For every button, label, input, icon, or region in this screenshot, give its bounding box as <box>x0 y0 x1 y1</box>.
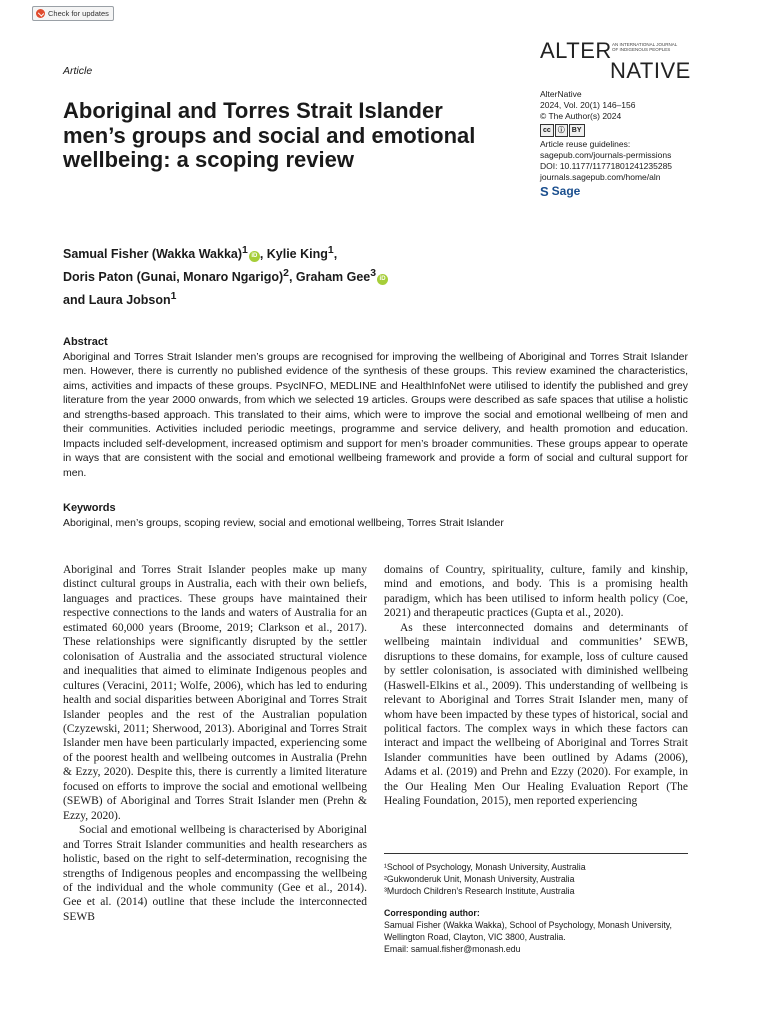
author-line-2 <box>63 264 493 287</box>
affiliation-sup: 3 <box>370 268 377 280</box>
sage-icon: S <box>540 184 549 199</box>
affiliation: ³Murdoch Children’s Research Institute, Australia <box>384 886 575 896</box>
body-column-right <box>384 563 688 809</box>
check-updates-label: Check for updates <box>48 9 109 18</box>
journal-info <box>540 89 705 197</box>
orcid-icon[interactable]: iD <box>377 274 388 285</box>
corresponding-heading: Corresponding author: <box>384 908 480 918</box>
abstract-heading: Abstract <box>63 336 108 348</box>
keywords-heading: Keywords <box>63 502 116 514</box>
affiliation-sup: 2 <box>283 268 289 280</box>
abstract-section <box>63 335 688 480</box>
journal-logo <box>540 38 690 82</box>
logo-tagline: AN INTERNATIONAL JOURNAL OF INDIGENOUS PEOPLES <box>612 42 678 52</box>
journal-name: AlterNative <box>540 89 582 99</box>
author-name: Samual Fisher (Wakka Wakka) <box>63 247 243 262</box>
abstract-text: Aboriginal and Torres Strait Islander men’s groups are recognised for improving the wellbeing of Aboriginal and Torres Strait Islander men. However, there is currently no published evidence of the synthesis of these groups. This review examined the characteristics, aims, activities and impacts of these groups. PsycINFO, MEDLINE and HealthInfoNet were utilised to identify the published and grey literature from the year 2000 onwards, from which we selected 19 articles. Groups were described as safe spaces that utilise a holistic and strengths-based approach. This translated to their aims, which were to improve the social and emotional wellbeing of men and their communities. Activities included periodic meetings, programme and service delivery, and health promotion and education. Impacts included self-development, increased optimism and support for men’s broader communities. These groups appear to operate in ways that are consistent with the social and emotional wellbeing framework and provide a form of social and cultural support for men. <box>63 350 688 479</box>
journal-volume: 2024, Vol. 20(1) 146–156 <box>540 100 636 110</box>
article-title: Aboriginal and Torres Strait Islander men’s groups and social and emotional wellbeing: a scoping review <box>63 98 476 172</box>
cc-license-badge <box>540 124 705 137</box>
article-type: Article <box>63 65 93 77</box>
author-name: and Laura Jobson <box>63 293 171 308</box>
permissions-link[interactable]: sagepub.com/journals-permissions <box>540 150 672 160</box>
author-name: , Kylie King <box>259 247 328 262</box>
body-paragraph: domains of Country, spirituality, culture, family and kinship, mind and emotions, and body. This is a promising health paradigm, which has been utilised to inform health policy (Coe, 2021) and therapeutic practices (Gupta et al., 2020). <box>384 564 688 620</box>
body-paragraph: As these interconnected domains and determinants of wellbeing maintain individual and communities’ SEWB, disruptions to these domains, for example, loss of culture caused by settler colonisation, is associated with diminished wellbeing (Haswell-Elkins et al., 2009). This understanding of wellbeing is relevant to Aboriginal and Torres Strait Islander men, many of whom have been impacted by these types of historical, social and political factors. The complex ways in which these factors can interact and impact the wellbeing of Aboriginal and Torres Strait Islander communities have been outlined by Adams (2006), Adams et al. (2019) and Prehn and Ezzy (2020). For example, in the Our Healing Men Our Healing Evaluation Report (The Healing Foundation, 2015), men reported experiencing <box>384 621 688 808</box>
cc-icon: cc <box>540 124 554 137</box>
journal-copyright: © The Author(s) 2024 <box>540 111 622 121</box>
affiliation: ²Gukwonderuk Unit, Monash University, Australia <box>384 874 575 884</box>
reuse-guidelines: Article reuse guidelines: <box>540 139 631 149</box>
keywords-section <box>63 501 688 530</box>
corresponding-text: Samual Fisher (Wakka Wakka), School of Psychology, Monash University, Wellington Road, Clayton, VIC 3800, Australia. <box>384 920 672 942</box>
body-paragraph: Social and emotional wellbeing is characterised by Aboriginal and Torres Strait Islander communities and health researchers as holistic, based on the right to self-determination, recognising the strengths of Indigenous peoples and encompassing the wellbeing of the individual and the whole community (Gee et al., 2014). Gee et al. (2014) outline that these include the interconnected SEWB <box>63 824 367 923</box>
doi[interactable]: DOI: 10.1177/11771801241235285 <box>540 161 673 171</box>
journal-link[interactable]: journals.sagepub.com/home/aln <box>540 172 661 182</box>
publisher-logo <box>540 186 705 197</box>
affiliation-sup: 1 <box>170 291 177 303</box>
affiliations <box>384 861 688 897</box>
affiliation-sup: 1 <box>242 245 248 256</box>
body-column-left <box>63 563 367 924</box>
logo-alter: ALTER <box>540 38 612 63</box>
by-icon: BY <box>569 124 585 137</box>
author-line-3 <box>63 287 493 310</box>
affiliation: ¹School of Psychology, Monash University, Australia <box>384 862 586 872</box>
body-paragraph: Aboriginal and Torres Strait Islander peoples make up many distinct cultural groups in Australia, each with their own beliefs, languages and practices. These groups have maintained their respective connections to the lands and waters of Australia for an estimated 60,000 years (Broome, 2019; Clarkson et al., 2017). These relationships were significantly disrupted by the settler colonisation of Australia and the associated structural violence and inequalities that aimed to eliminate Indigenous peoples and cultures (Veracini, 2011; Wolfe, 2006), which has led to enduring health and social disparities between Aboriginal and Torres Strait Islander peoples and the rest of the Australian population (Czyzewski, 2011; Sherwood, 2013). Aboriginal and Torres Strait Islander men have been particularly impacted, experiencing some of the poorest health and wellbeing outcomes in Australia (Prehn & Ezzy, 2020). Despite this, there is currently a limited literature focused on efforts to improve the social and emotional wellbeing (SEWB) of Aboriginal and Torres Strait Islander men (Prehn & Ezzy, 2020). <box>63 564 367 822</box>
crossmark-icon <box>36 9 45 18</box>
affiliation-sup: 1 <box>327 245 334 256</box>
keywords-text: Aboriginal, men’s groups, scoping review, social and emotional wellbeing, Torres Strait Islander <box>63 516 504 529</box>
logo-native: NATIVE <box>610 58 691 83</box>
author-name: , Graham Gee <box>288 270 371 285</box>
attribution-icon: ⓘ <box>555 124 568 137</box>
author-separator: , <box>333 247 338 262</box>
corresponding-author <box>384 907 688 955</box>
author-name: Doris Paton (Gunai, Monaro Ngarigo) <box>63 270 284 285</box>
footnote-divider <box>384 853 688 854</box>
author-line-1 <box>63 241 493 264</box>
publisher-name: Sage <box>551 184 581 198</box>
orcid-icon[interactable]: iD <box>249 251 260 262</box>
corresponding-email[interactable]: Email: samual.fisher@monash.edu <box>384 944 521 954</box>
check-for-updates-button[interactable] <box>32 6 114 21</box>
author-list <box>63 241 493 310</box>
